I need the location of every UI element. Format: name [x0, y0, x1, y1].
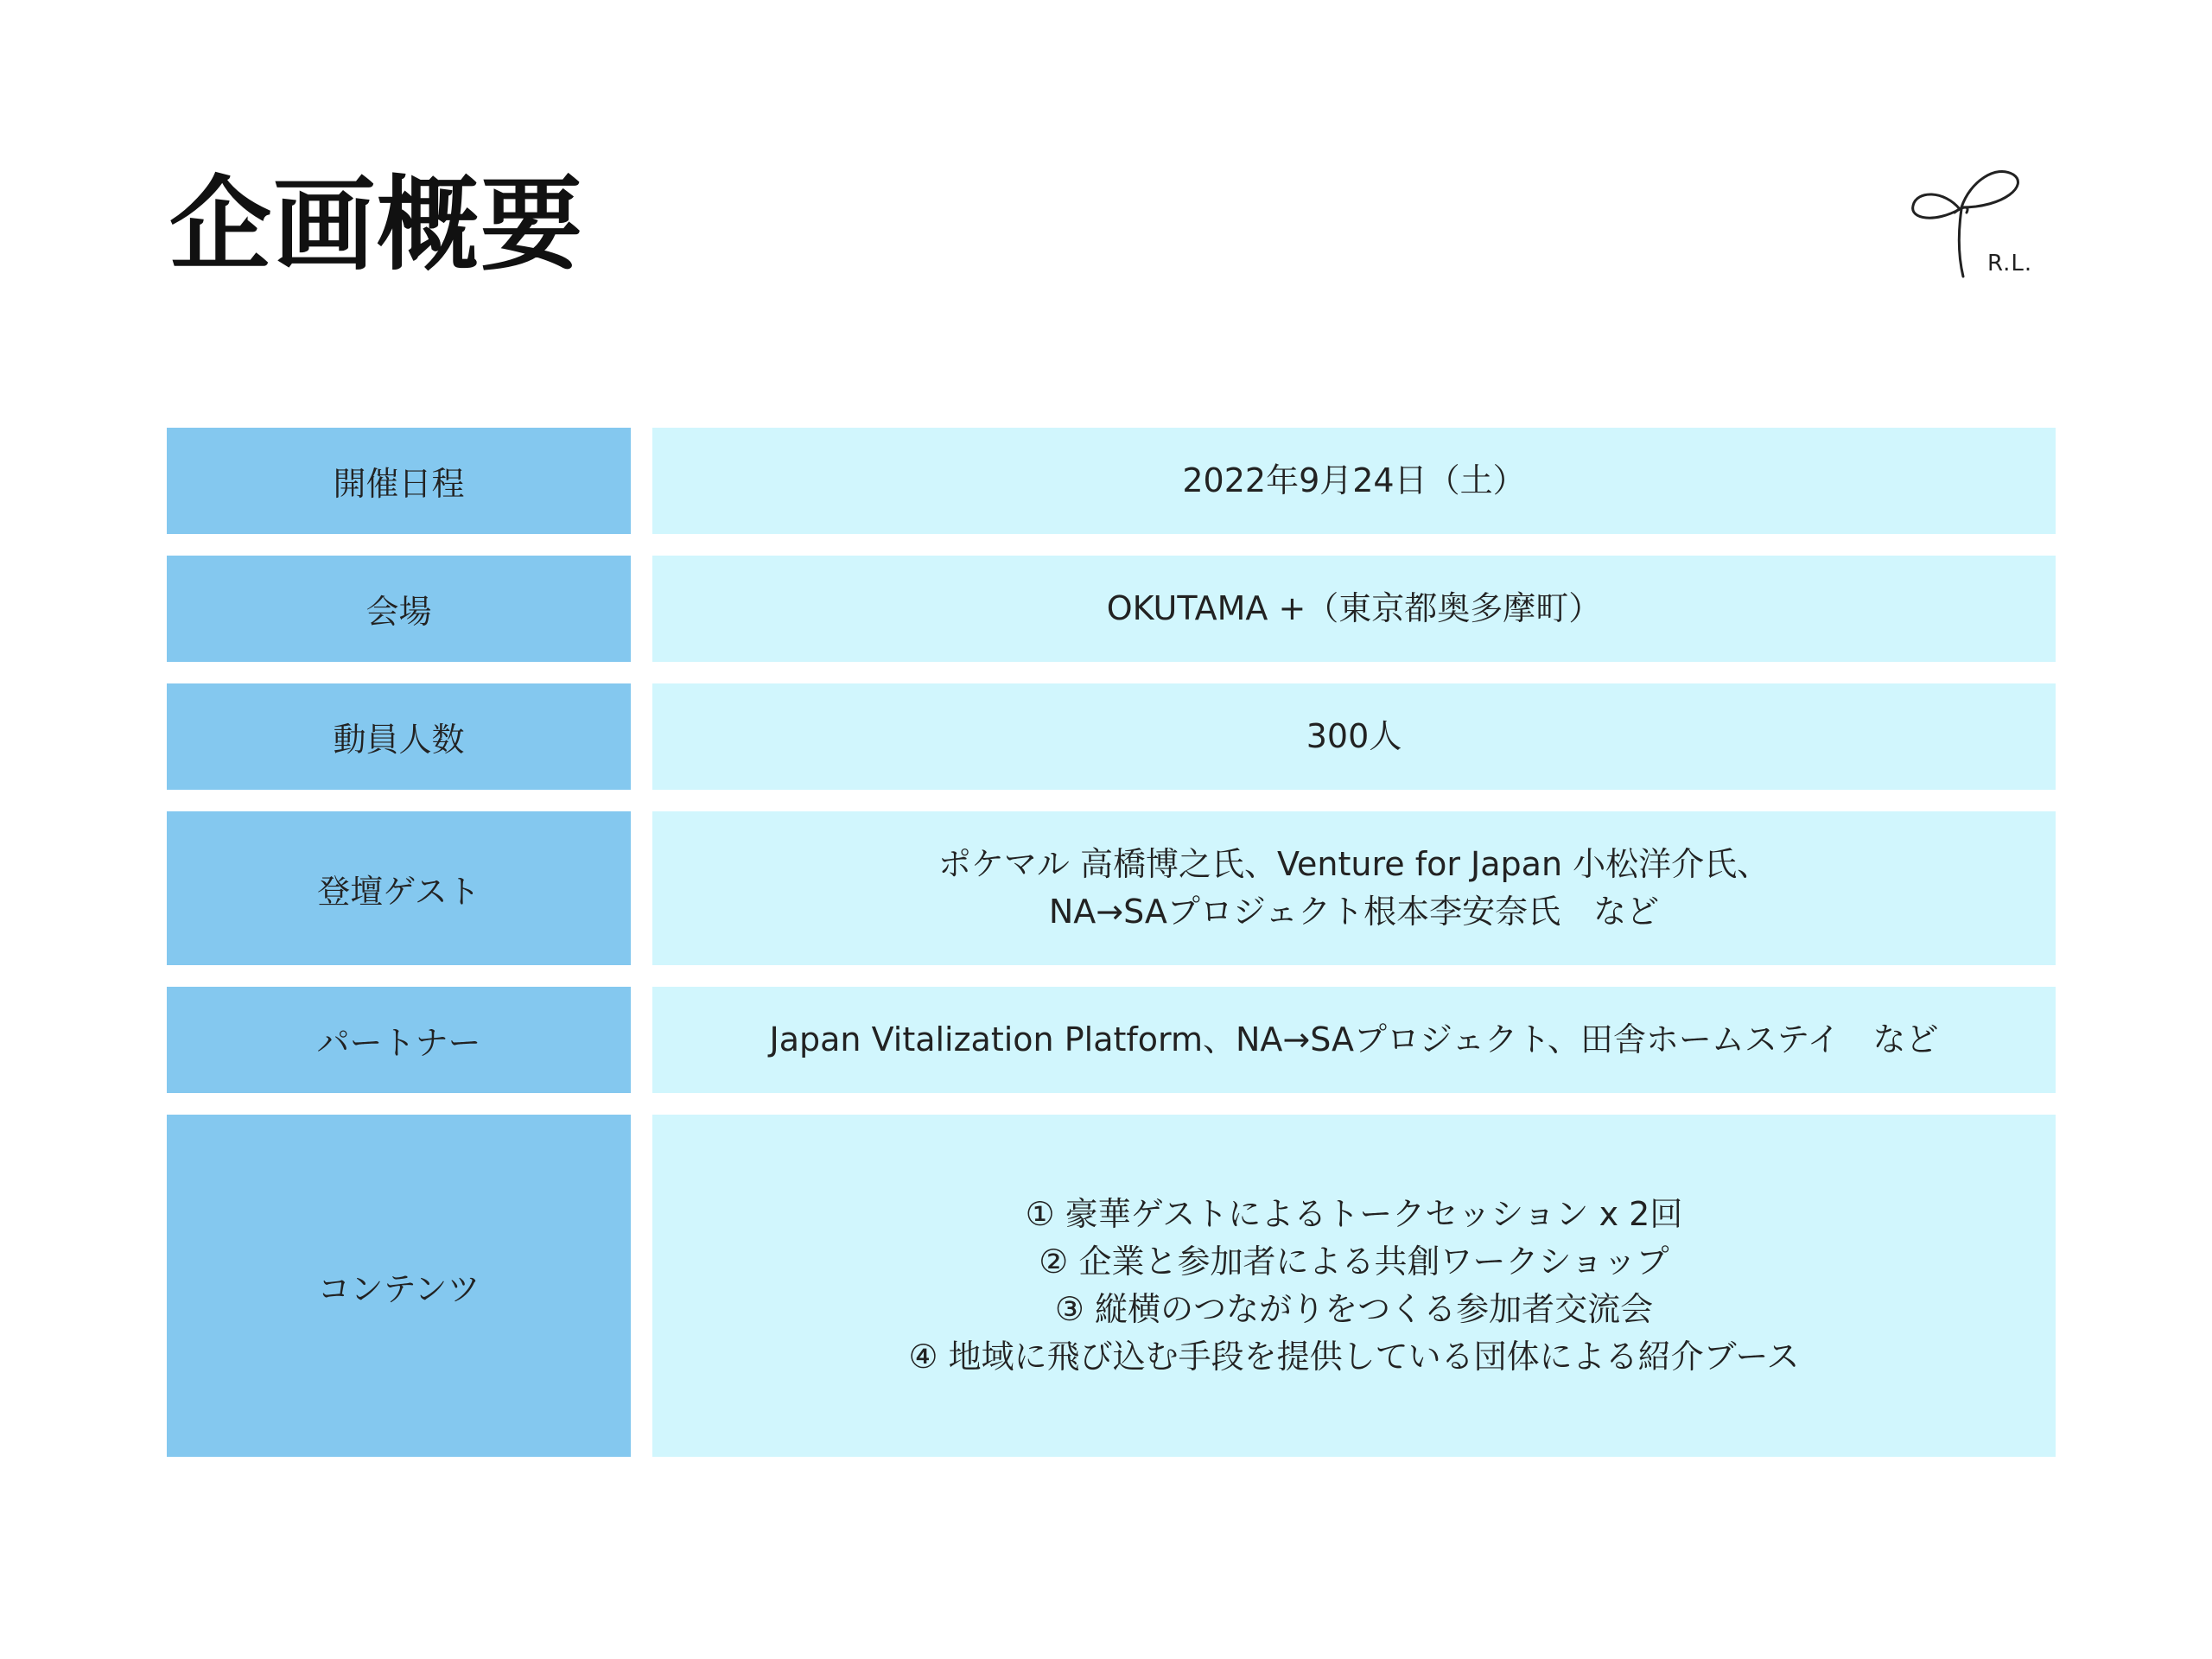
row-value-contents	[652, 1115, 2056, 1457]
logo-text: R.L.	[1987, 251, 2033, 276]
row-label-date: 開催日程	[167, 428, 631, 534]
row-label-contents: コンテンツ	[167, 1115, 631, 1457]
overview-table	[167, 428, 2056, 1478]
table-row	[167, 811, 2056, 965]
row-value-venue	[652, 556, 2056, 662]
table-row	[167, 428, 2056, 534]
table-row	[167, 683, 2056, 790]
value-line: ① 豪華ゲストによるトークセッション x 2回	[1025, 1195, 1683, 1233]
value-line: Japan Vitalization Platform、NA→SAプロジェクト、田舎ホームステイ など	[769, 1020, 1939, 1058]
value-line: 2022年9月24日（土）	[1182, 461, 1526, 499]
value-line: ③ 縦横のつながりをつくる参加者交流会	[1054, 1290, 1654, 1328]
row-value-partners	[652, 987, 2056, 1093]
table-row	[167, 556, 2056, 662]
value-line: ④ 地域に飛び込む手段を提供している団体による紹介ブース	[908, 1338, 1800, 1376]
value-line: 300人	[1306, 717, 1402, 755]
value-line: NA→SAプロジェクト根本李安奈氏 など	[1048, 893, 1660, 931]
sprout-logo-icon	[1901, 156, 2056, 285]
value-line: ② 企業と参加者による共創ワークショップ	[1039, 1243, 1669, 1281]
row-label-venue: 会場	[167, 556, 631, 662]
row-label-guests: 登壇ゲスト	[167, 811, 631, 965]
value-line: ポケマル 高橋博之氏、Venture for Japan 小松洋介氏、	[938, 845, 1770, 883]
row-label-attendance: 動員人数	[167, 683, 631, 790]
table-row	[167, 1115, 2056, 1457]
row-value-attendance	[652, 683, 2056, 790]
row-value-date	[652, 428, 2056, 534]
table-row	[167, 987, 2056, 1093]
row-value-guests	[652, 811, 2056, 965]
page-title: 企画概要	[169, 165, 585, 284]
row-label-partners: パートナー	[167, 987, 631, 1093]
value-line: OKUTAMA +（東京都奥多摩町）	[1106, 589, 1602, 627]
